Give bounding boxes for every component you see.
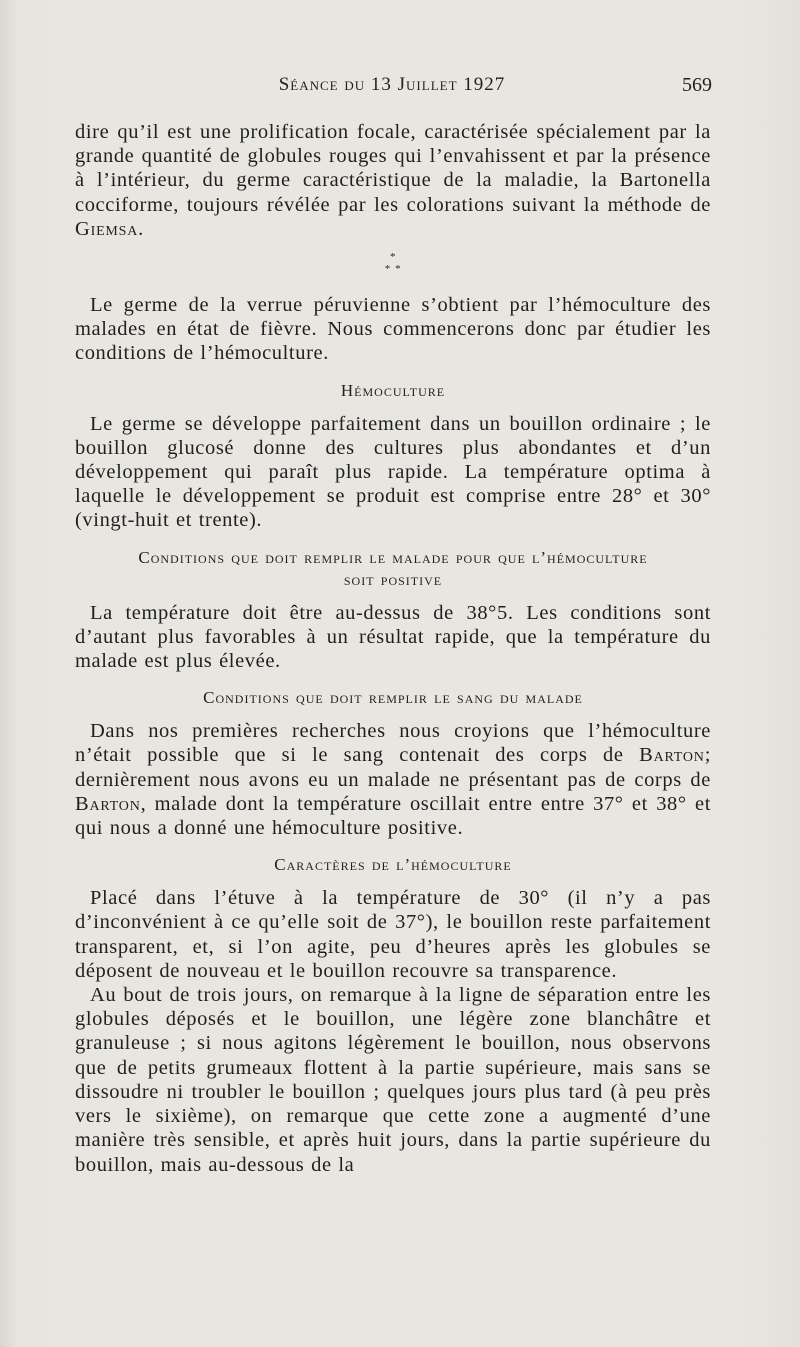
asterism — [75, 251, 711, 275]
heading-conditions-malade-line1: Conditions que doit remplir le malade pour que l’hémoculture — [138, 547, 648, 567]
page-header — [72, 74, 712, 104]
asterism-top: * — [389, 251, 397, 264]
paragraph-temperature: La température doit être au-dessus de 38°5. Les conditions sont d’autant plus favorables à un résultat rapide, que la température du malade est plus élevée. — [75, 601, 711, 673]
paragraph-etuve: Placé dans l’étuve à la température de 30° (il n’y a pas d’inconvénient à ce qu’elle soit de 37°), le bouillon reste parfaitement transparent, et, si l’on agite, peu d’heures après les globules se déposent de nouveau et le bouillon recouvre sa transparence. — [75, 887, 711, 982]
author-name-barton: Barton — [639, 744, 705, 767]
paragraph-sang-text-c: , malade dont la température oscillait entre entre 37° et 38° et qui nous a donné une hémoculture positive. — [75, 792, 711, 840]
heading-caracteres: Caractères de l’hémoculture — [274, 855, 512, 875]
page-number: 569 — [682, 74, 712, 96]
author-name-giemsa: Giemsa — [75, 217, 139, 240]
heading-conditions-malade — [75, 547, 711, 591]
page-body — [75, 120, 711, 1177]
heading-conditions-sang: Conditions que doit remplir le sang du malade — [203, 688, 583, 708]
author-name-barton: Barton — [75, 792, 141, 815]
paragraph-germe: Le germe de la verrue péruvienne s’obtient par l’hémoculture des malades en état de fièvre. Nous commencerons donc par étudier les conditions de l’hémoculture. — [75, 294, 711, 365]
paragraph-intro-text: dire qu’il est une prolification focale, caractérisée spécialement par la grande quantité de globules rouges qui l’envahissent et par la présence à l’intérieur, du germe caractéristique de la maladie, la Bartonella cocciforme, toujours révélée par les colorations suivant la méthode de — [75, 121, 711, 216]
paragraph-trois-jours: Au bout de trois jours, on remarque à la ligne de séparation entre les globules déposés et le bouillon, une légère zone blanchâtre et granuleuse ; si nous agitons légèrement le bouillon, nous observons que de petits grumeaux flottent à la partie supérieure, mais sans se dissoudre ni troubler le bouillon ; quelques jours plus tard (à peu près vers le sixième), on remarque que cette zone a augmenté d’une manière très sensible, et après huit jours, dans la partie supérieure du bouillon, mais au-dessous de la — [75, 984, 711, 1176]
paragraph-sang-text-a: Dans nos premières recherches nous croyions que l’hémoculture n’était possible que si le sang contenait des corps de — [75, 720, 711, 767]
heading-hemoculture: Hémoculture — [340, 380, 446, 400]
paragraph-sang — [75, 719, 711, 840]
paragraph-hemoculture: Le germe se développe parfaitement dans un bouillon ordinaire ; le bouillon glucosé donne des cultures plus abondantes et d’un développement qui paraît plus rapide. La température optima à laquelle le développement se produit est comprise entre 28° et 30° (vingt-huit et trente). — [75, 412, 711, 532]
running-head: Séance du 13 Juillet 1927 — [278, 74, 506, 95]
asterism-bottom: * * — [384, 263, 402, 276]
paragraph-sang-text-b: ; dernièrement nous avons eu un malade ne présentant pas de corps de — [75, 744, 712, 791]
heading-conditions-malade-line2: soit positive — [343, 569, 443, 589]
paragraph-intro-end: . — [138, 217, 144, 240]
paragraph-intro — [75, 120, 711, 241]
